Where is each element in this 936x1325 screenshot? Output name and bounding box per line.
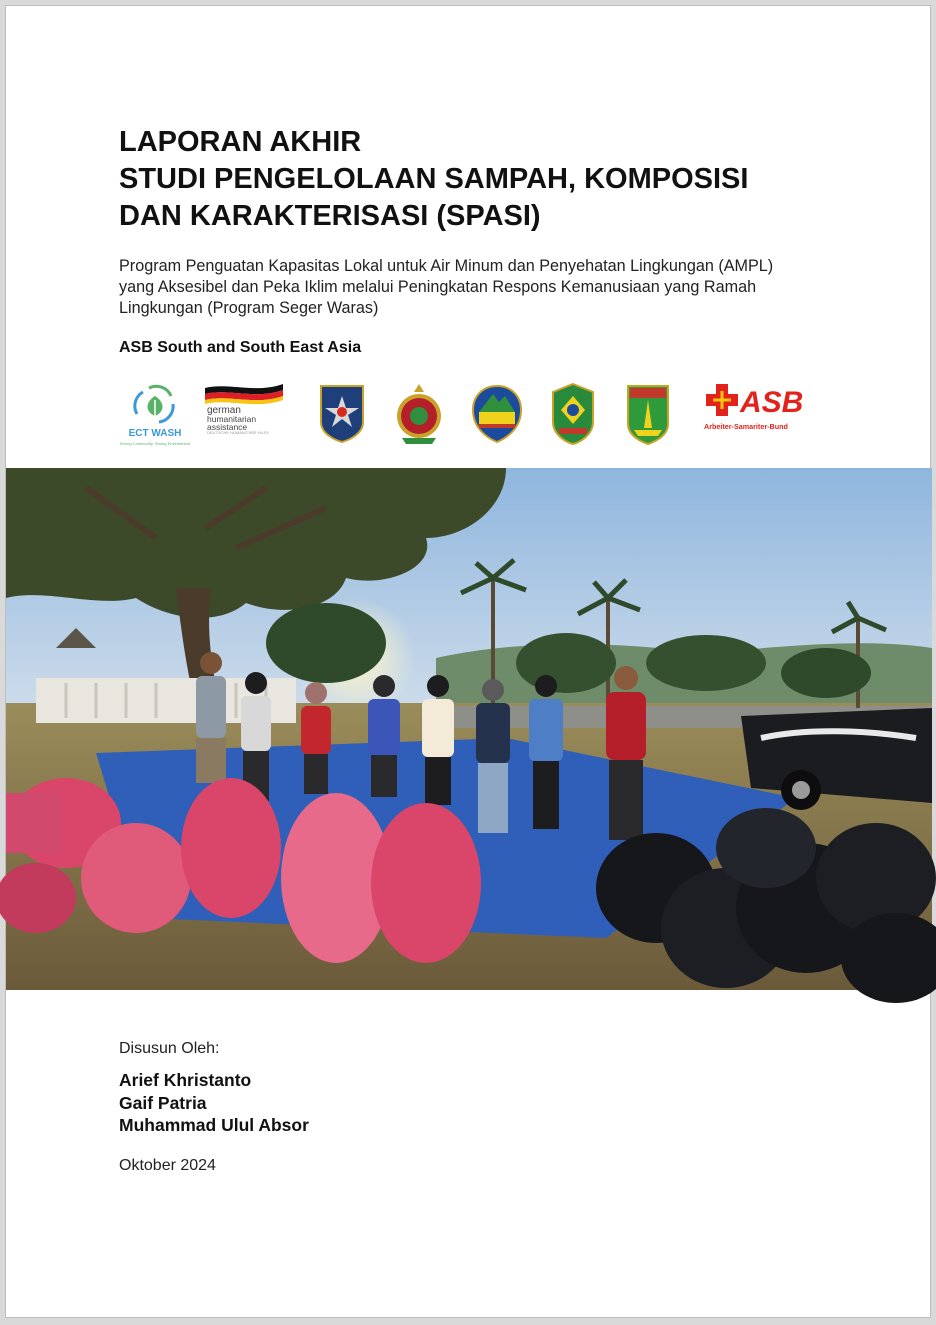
asb-tagline: Arbeiter-Samariter-Bund <box>704 422 788 431</box>
title-line: STUDI PENGELOLAAN SAMPAH, KOMPOSISI <box>119 163 749 195</box>
author-list <box>119 1069 309 1137</box>
ministry-shield-icon <box>319 382 365 444</box>
asb-cross-icon <box>704 382 804 420</box>
report-title <box>119 124 748 235</box>
ga-line: assistance <box>207 422 248 432</box>
title-line: DAN KARAKTERISASI (SPASI) <box>119 200 541 232</box>
ect-wash-tagline: Strong Community, Strong Environment <box>119 441 191 446</box>
asb-logo <box>704 382 804 452</box>
subtitle-line: Lingkungan (Program Seger Waras) <box>119 299 379 317</box>
ect-wash-icon <box>119 382 191 428</box>
compiled-by-label: Disusun Oleh: <box>119 1040 220 1057</box>
regional-emblem-monument-icon <box>624 382 672 446</box>
ga-line: humanitarian <box>207 414 257 424</box>
regional-emblem-green-icon <box>549 382 597 446</box>
title-line: LAPORAN AKHIR <box>119 126 362 158</box>
asb-wordmark: ASB <box>740 386 804 419</box>
ga-line: german <box>207 405 241 416</box>
report-date: Oktober 2024 <box>119 1157 216 1174</box>
author-name: Arief Khristanto <box>119 1070 252 1090</box>
regional-emblem-green <box>549 382 597 452</box>
ect-wash-logo <box>119 382 191 452</box>
regional-emblem-mountain <box>471 382 523 452</box>
author-name: Muhammad Ulul Absor <box>119 1115 309 1135</box>
german-assistance-subline: DEUTSCHE HUMANITÄRE HILFE <box>207 430 270 435</box>
german-assistance-text <box>207 406 256 431</box>
regional-emblem-mountain-icon <box>471 382 523 446</box>
cover-photo <box>6 468 932 990</box>
subtitle-line: Program Penguatan Kapasitas Lokal untuk Air Minum dan Penyehatan Lingkungan (AMPL) <box>119 257 774 275</box>
author-name: Gaif Patria <box>119 1092 207 1113</box>
organization-name: ASB South and South East Asia <box>119 339 362 356</box>
regional-emblem-red <box>394 382 444 452</box>
german-humanitarian-assistance-logo <box>203 382 285 452</box>
report-cover-page <box>5 5 931 1318</box>
program-subtitle <box>119 256 819 319</box>
ministry-emblem <box>319 382 365 452</box>
regional-emblem-monument <box>624 382 672 452</box>
waste-sorting-photo <box>6 468 932 990</box>
ect-wash-text: ECT WASH <box>128 428 182 439</box>
partner-logos <box>119 382 809 452</box>
subtitle-line: yang Aksesibel dan Peka Iklim melalui Peningkatan Respons Kemanusiaan yang Ramah <box>119 278 757 296</box>
regional-emblem-red-icon <box>394 382 444 446</box>
